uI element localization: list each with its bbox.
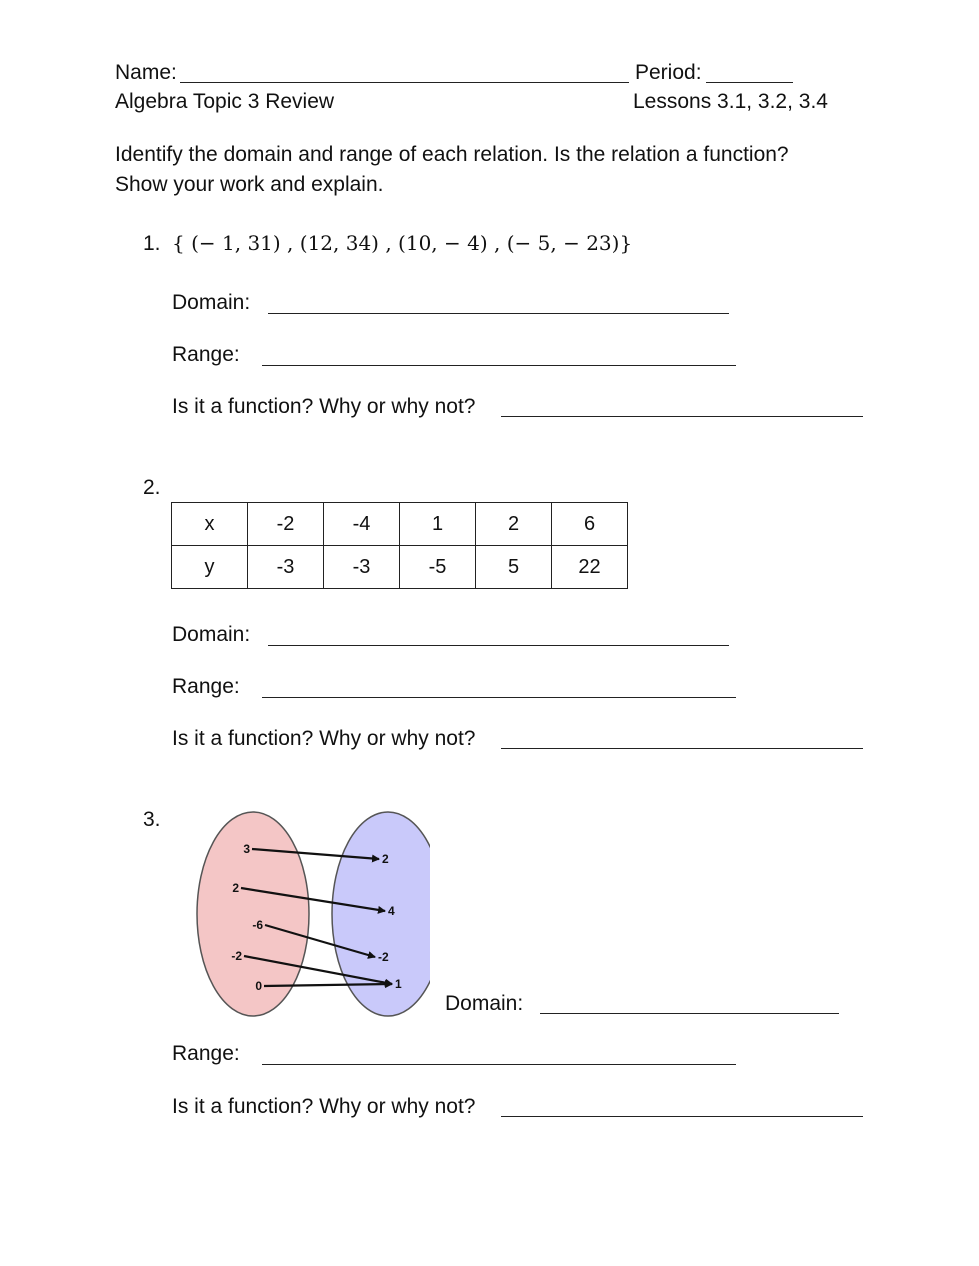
- problem-1-function-question: Is it a function? Why or why not?: [172, 395, 476, 418]
- problem-1-domain-label: Domain:: [172, 291, 251, 314]
- mapping-input-label: -2: [231, 949, 242, 963]
- problem-2-domain-field[interactable]: [268, 645, 729, 646]
- problem-2-range-field[interactable]: [262, 697, 736, 698]
- problem-1-number: 1.: [143, 232, 161, 255]
- problem-1-relation: { (− 1, 31) , (12, 34) , (10, − 4) , (− 5, − 23)}: [172, 231, 633, 255]
- table-cell-x-header: x: [172, 503, 248, 546]
- problem-2-domain-label: Domain:: [172, 623, 251, 646]
- table-cell: 5: [476, 546, 552, 589]
- table-cell: -4: [324, 503, 400, 546]
- mapping-output-label: -2: [378, 950, 389, 964]
- table-cell: -3: [248, 546, 324, 589]
- lessons-label: Lessons 3.1, 3.2, 3.4: [633, 90, 828, 113]
- mapping-input-label: -6: [252, 918, 263, 932]
- xy-table: [171, 502, 628, 589]
- mapping-output-label: 1: [395, 977, 402, 991]
- name-field[interactable]: [180, 82, 629, 83]
- problem-1-domain-field[interactable]: [268, 313, 729, 314]
- problem-3-domain-field[interactable]: [540, 1013, 839, 1014]
- problem-3-range-field[interactable]: [262, 1064, 736, 1065]
- mapping-input-label: 0: [255, 979, 262, 993]
- problem-1-function-field[interactable]: [501, 416, 863, 417]
- problem-1-range-field[interactable]: [262, 365, 736, 366]
- table-cell-y-header: y: [172, 546, 248, 589]
- mapping-input-label: 2: [232, 881, 239, 895]
- table-cell: -2: [248, 503, 324, 546]
- table-cell: 22: [552, 546, 628, 589]
- problem-3-function-field[interactable]: [501, 1116, 863, 1117]
- table-cell: 2: [476, 503, 552, 546]
- table-cell: -3: [324, 546, 400, 589]
- table-row-y: [172, 546, 628, 589]
- period-label: Period:: [635, 61, 702, 84]
- table-row-x: [172, 503, 628, 546]
- name-label: Name:: [115, 61, 177, 84]
- table-cell: -5: [400, 546, 476, 589]
- mapping-output-label: 4: [388, 904, 395, 918]
- table-cell: 1: [400, 503, 476, 546]
- problem-2-range-label: Range:: [172, 675, 240, 698]
- problem-3-range-label: Range:: [172, 1042, 240, 1065]
- mapping-input-label: 3: [243, 842, 250, 856]
- instructions-line-1: Identify the domain and range of each relation. Is the relation a function?: [115, 143, 789, 166]
- instructions-line-2: Show your work and explain.: [115, 173, 384, 196]
- mapping-diagram: [190, 806, 430, 1021]
- page-title: Algebra Topic 3 Review: [115, 90, 335, 113]
- problem-3-number: 3.: [143, 808, 161, 831]
- period-field[interactable]: [706, 82, 793, 83]
- problem-2-function-field[interactable]: [501, 748, 863, 749]
- table-cell: 6: [552, 503, 628, 546]
- problem-2-number: 2.: [143, 476, 161, 499]
- problem-2-function-question: Is it a function? Why or why not?: [172, 727, 476, 750]
- problem-1-range-label: Range:: [172, 343, 240, 366]
- problem-3-domain-label: Domain:: [445, 992, 524, 1015]
- problem-3-function-question: Is it a function? Why or why not?: [172, 1095, 476, 1118]
- mapping-output-label: 2: [382, 852, 389, 866]
